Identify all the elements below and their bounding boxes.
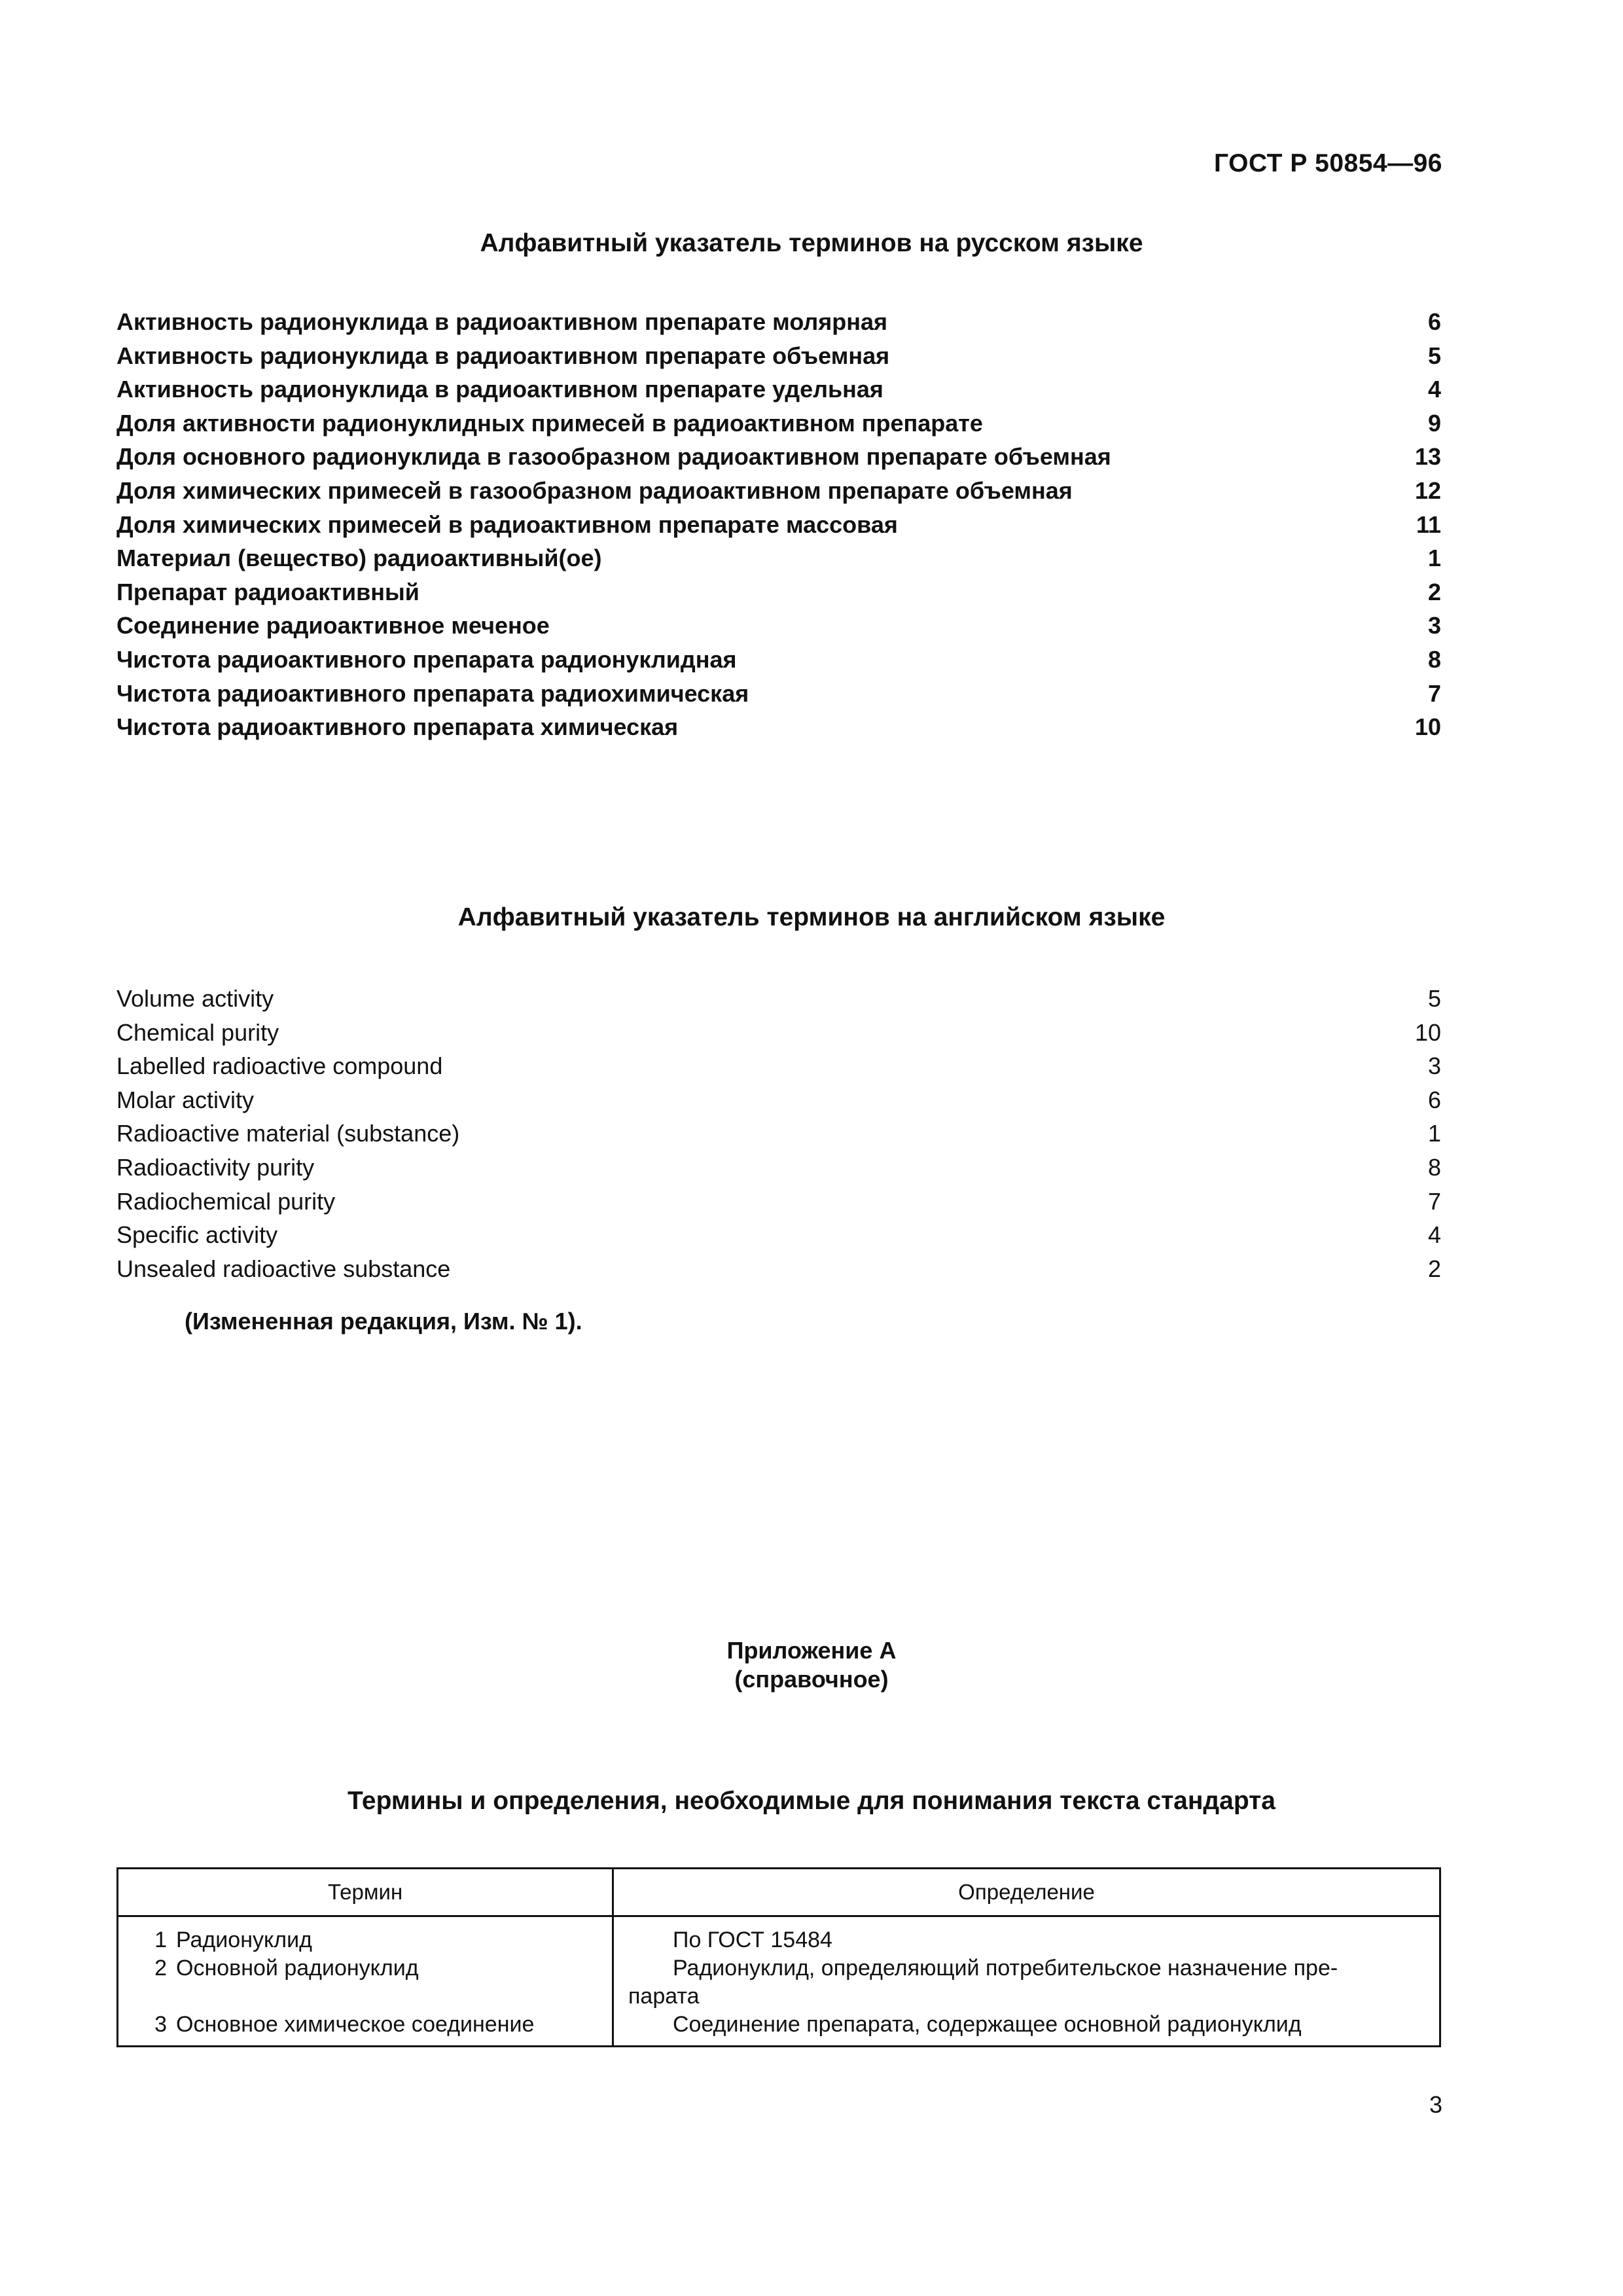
column-header-term: Термин xyxy=(118,1869,613,1916)
term-number: 5 xyxy=(1427,985,1441,1012)
term-label: Соединение радиоактивное меченое xyxy=(116,612,550,639)
term-number: 3 xyxy=(154,2012,167,2037)
list-item xyxy=(116,575,1441,609)
list-item xyxy=(116,541,1441,575)
term-number: 4 xyxy=(1427,376,1441,403)
term-entry xyxy=(133,2011,597,2039)
list-item xyxy=(116,508,1441,542)
definition-cell xyxy=(613,1916,1440,2047)
term-label: Radioactive material (substance) xyxy=(116,1120,460,1147)
document-code: ГОСТ Р 50854—96 xyxy=(1214,149,1442,177)
list-item xyxy=(116,1016,1441,1050)
term-label: Активность радионуклида в радиоактивном препарате удельная xyxy=(116,376,883,403)
term-label: Доля химических примесей в газообразном радиоактивном препарате объемная xyxy=(116,476,1073,504)
term-label: Molar activity xyxy=(116,1086,255,1113)
term-number: 1 xyxy=(1427,1120,1441,1147)
term-label: Chemical purity xyxy=(116,1018,279,1046)
list-item xyxy=(116,339,1441,373)
term-cell xyxy=(118,1916,613,2047)
term-label: Чистота радиоактивного препарата радиохимическая xyxy=(116,679,749,707)
term-label: Radioactivity purity xyxy=(116,1153,315,1181)
term-number: 12 xyxy=(1414,476,1441,504)
amendment-note: (Измененная редакция, Изм. № 1). xyxy=(185,1308,582,1335)
definitions-table xyxy=(116,1867,1441,2047)
term-label: Материал (вещество) радиоактивный(ое) xyxy=(116,545,602,572)
term-label: Доля основного радионуклида в газообразном радиоактивном препарате объемная xyxy=(116,443,1111,471)
list-item xyxy=(116,677,1441,711)
english-index-title: Алфавитный указатель терминов на английском языке xyxy=(457,903,1166,931)
russian-index-title: Алфавитный указатель терминов на русском языке xyxy=(480,229,1143,257)
term-number: 2 xyxy=(154,1956,167,1981)
term-number: 11 xyxy=(1416,511,1441,538)
list-item xyxy=(116,1252,1441,1286)
definition-text: Соединение препарата, содержащее основной радионуклид xyxy=(673,2012,1302,2037)
list-item xyxy=(116,474,1441,508)
term-entry xyxy=(133,1954,597,1982)
russian-index-list xyxy=(116,305,1441,744)
term-number: 1 xyxy=(1427,545,1441,572)
term-number: 10 xyxy=(1414,713,1441,741)
term-number: 10 xyxy=(1414,1018,1441,1046)
appendix-label: Приложение А xyxy=(726,1637,897,1664)
definition-text: Радионуклид, определяющий потребительское назначение пре- xyxy=(673,1956,1338,1981)
term-number: 6 xyxy=(1427,308,1441,335)
list-item xyxy=(116,372,1441,406)
term-number: 9 xyxy=(1427,409,1441,437)
term-label: Активность радионуклида в радиоактивном препарате молярная xyxy=(116,308,888,335)
table-row xyxy=(118,1916,1440,2047)
list-item xyxy=(116,1049,1441,1083)
table-header-row xyxy=(118,1869,1440,1916)
term-label: Основной радионуклид xyxy=(176,1956,419,1981)
definition-text: По ГОСТ 15484 xyxy=(673,1928,832,1952)
term-number: 2 xyxy=(1427,1255,1441,1282)
term-number: 3 xyxy=(1427,612,1441,639)
term-label: Unsealed radioactive substance xyxy=(116,1255,451,1282)
term-label: Radiochemical purity xyxy=(116,1187,336,1215)
list-item xyxy=(116,710,1441,744)
list-item xyxy=(116,1083,1441,1117)
term-number: 8 xyxy=(1427,1153,1441,1181)
term-number: 8 xyxy=(1427,645,1441,673)
term-label: Labelled radioactive compound xyxy=(116,1052,443,1080)
term-number: 1 xyxy=(154,1928,167,1952)
list-item xyxy=(116,982,1441,1016)
list-item xyxy=(116,406,1441,440)
term-number: 4 xyxy=(1427,1221,1441,1249)
page-number: 3 xyxy=(1429,2091,1442,2118)
term-entry xyxy=(133,1926,597,1954)
definition-text: парата xyxy=(628,1984,700,2009)
list-item xyxy=(116,609,1441,643)
term-label: Доля активности радионуклидных примесей в радиоактивном препарате xyxy=(116,409,983,437)
term-number: 6 xyxy=(1427,1086,1441,1113)
term-label: Чистота радиоактивного препарата химическая xyxy=(116,713,679,741)
term-label: Доля химических примесей в радиоактивном препарате массовая xyxy=(116,511,898,538)
list-item xyxy=(116,1185,1441,1219)
term-label: Препарат радиоактивный xyxy=(116,578,419,605)
term-label: Основное химическое соединение xyxy=(176,2012,535,2037)
term-label: Активность радионуклида в радиоактивном препарате объемная xyxy=(116,342,890,369)
term-number: 3 xyxy=(1427,1052,1441,1080)
term-label: Радионуклид xyxy=(176,1928,312,1952)
list-item xyxy=(116,440,1441,474)
term-label: Specific activity xyxy=(116,1221,278,1249)
english-index-list xyxy=(116,982,1441,1285)
list-item xyxy=(116,1151,1441,1185)
term-label: Чистота радиоактивного препарата радионуклидная xyxy=(116,645,737,673)
term-number: 7 xyxy=(1427,679,1441,707)
list-item xyxy=(116,1218,1441,1252)
spacer xyxy=(133,1982,597,2011)
list-item xyxy=(116,643,1441,677)
term-number: 5 xyxy=(1427,342,1441,369)
term-number: 13 xyxy=(1414,443,1441,471)
appendix-kind: (справочное) xyxy=(734,1666,889,1693)
term-number: 7 xyxy=(1427,1187,1441,1215)
term-number: 2 xyxy=(1427,578,1441,605)
list-item xyxy=(116,1117,1441,1151)
column-header-definition: Определение xyxy=(613,1869,1440,1916)
appendix-title: Термины и определения, необходимые для понимания текста стандарта xyxy=(348,1787,1275,1815)
term-label: Volume activity xyxy=(116,985,274,1012)
list-item xyxy=(116,305,1441,339)
